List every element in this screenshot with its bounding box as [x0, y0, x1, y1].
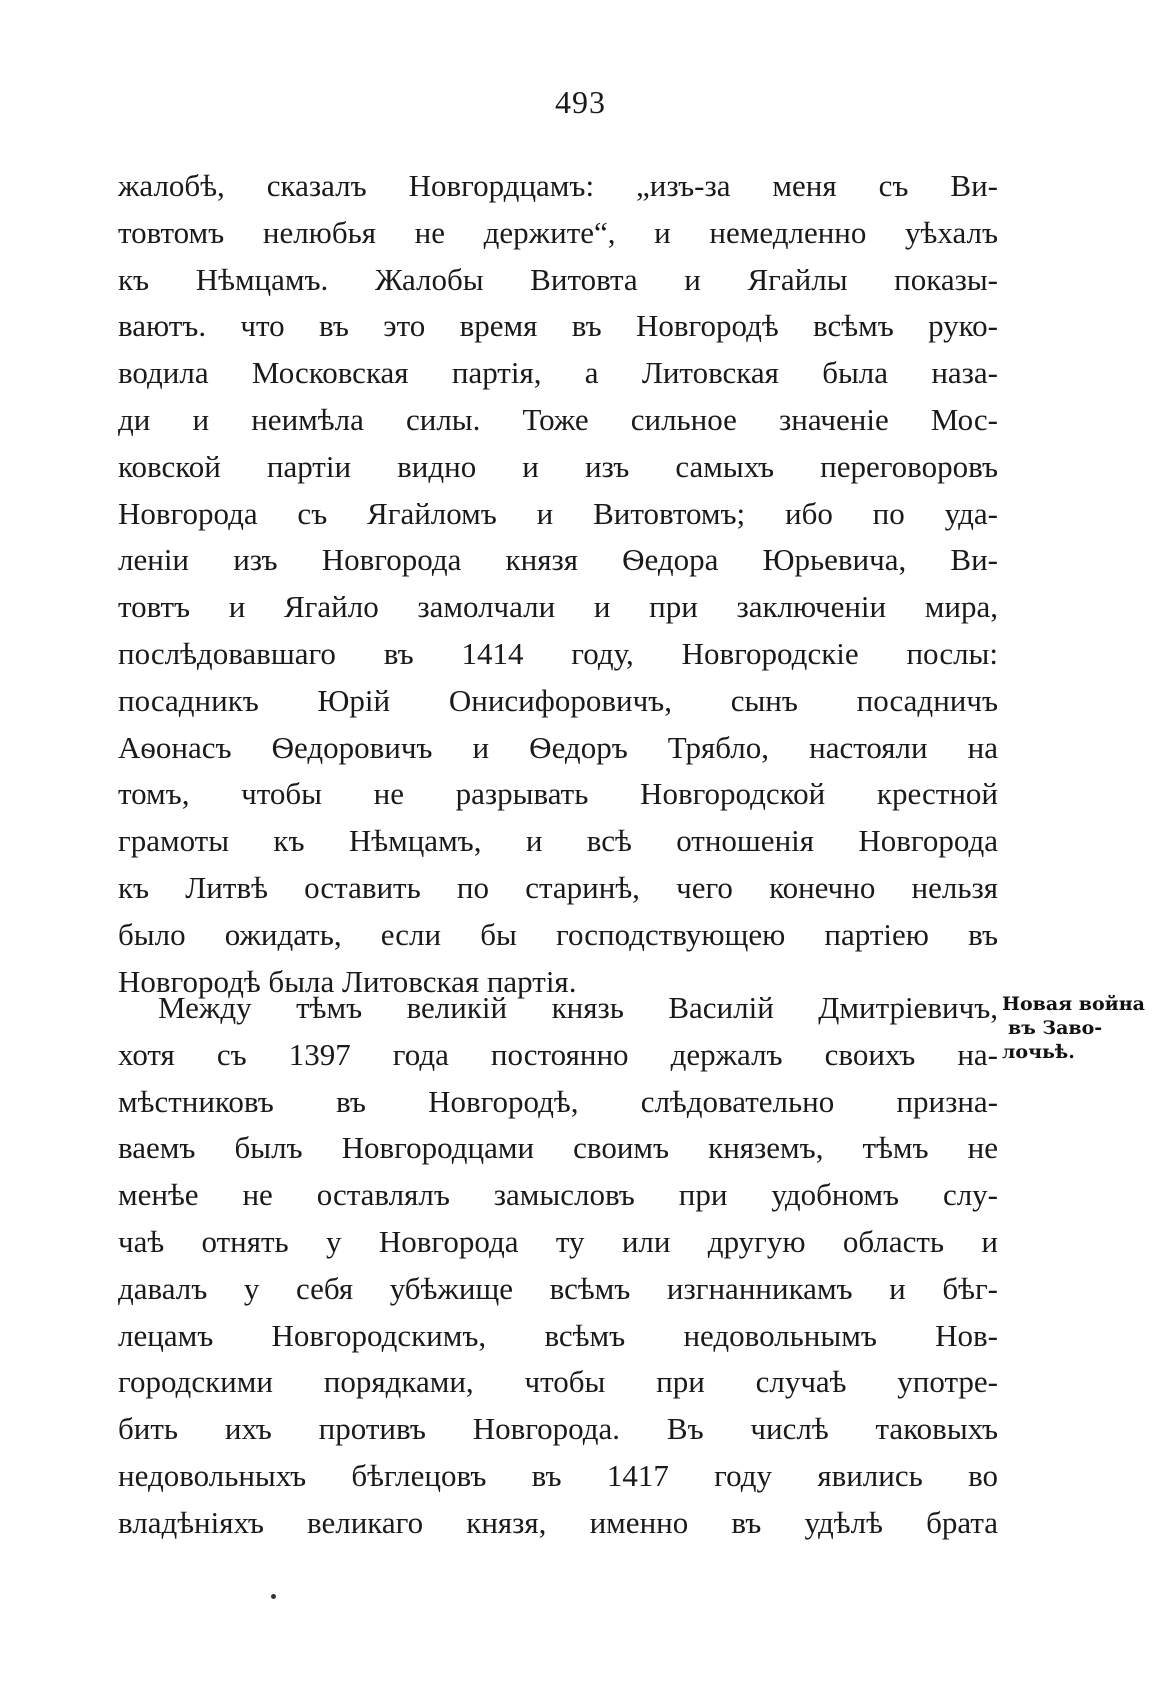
text-line: лецамъ Новгородскимъ, всѣмъ недовольнымъ Нов- [118, 1317, 998, 1353]
text-line: посадникъ Юрій Онисифоровичъ, сынъ посадничъ [118, 682, 998, 718]
text-line: городскими порядками, чтобы при случаѣ употре- [118, 1364, 998, 1400]
text-line: было ожидать, если бы господствующею партіею въ [118, 916, 998, 952]
text-line: ди и неимѣла силы. Тоже сильное значеніе Мос- [118, 401, 998, 437]
margin-note [1002, 992, 1152, 1064]
text-line: послѣдовавшаго въ 1414 году, Новгородскіе послы: [118, 635, 998, 671]
text-line: недовольныхъ бѣглецовъ въ 1417 году явились во [118, 1457, 998, 1493]
text-line: водила Московская партія, а Литовская была наза- [118, 355, 998, 391]
text-line: хотя съ 1397 года постоянно держалъ своихъ на- [118, 1036, 998, 1072]
paragraph-2 [118, 985, 998, 1547]
text-line: Между тѣмъ великій князь Василій Дмитріевичъ, [158, 990, 998, 1025]
text-line: къ Нѣмцамъ. Жалобы Витовта и Ягайлы показы- [118, 261, 998, 297]
text-line: ваемъ былъ Новгородцами своимъ княземъ, тѣмъ не [118, 1130, 998, 1166]
text-line: жалобѣ, сказалъ Новгордцамъ: „изъ-за меня съ Ви- [118, 168, 998, 203]
paragraph-1 [118, 163, 998, 1005]
text-line: чаѣ отнять у Новгорода ту или другую область и [118, 1223, 998, 1259]
text-line: бить ихъ противъ Новгорода. Въ числѣ таковыхъ [118, 1411, 998, 1447]
text-line: давалъ у себя убѣжище всѣмъ изгнанникамъ и бѣг- [118, 1270, 998, 1306]
text-line: менѣе не оставлялъ замысловъ при удобномъ слу- [118, 1177, 998, 1213]
text-line: владѣніяхъ великаго князя, именно въ удѣлѣ брата [118, 1504, 998, 1540]
text-line: томъ, чтобы не разрывать Новгородской крестной [118, 776, 998, 812]
text-line: ковской партіи видно и изъ самыхъ переговоровъ [118, 448, 998, 484]
margin-note-line: въ Заво- [1008, 1017, 1103, 1039]
text-line: Новгорода съ Ягайломъ и Витовтомъ; ибо по уда- [118, 495, 998, 531]
margin-note-line: лочьѣ. [1002, 1041, 1075, 1063]
text-line: къ Литвѣ оставить по старинѣ, чего конечно нельзя [118, 869, 998, 905]
text-line: товтомъ нелюбья не держите“, и немедленно уѣхалъ [118, 214, 998, 250]
text-line: Новгородѣ была Литовская партія. [118, 963, 577, 999]
text-line: товтъ и Ягайло замолчали и при заключеніи мира, [118, 589, 998, 625]
page-number: 493 [555, 84, 606, 120]
ink-speck [271, 1594, 276, 1599]
text-line: грамоты къ Нѣмцамъ, и всѣ отношенія Новгорода [118, 823, 998, 859]
text-line: ваютъ. что въ это время въ Новгородѣ всѣмъ руко- [118, 308, 998, 344]
text-line: Аѳонасъ Ѳедоровичъ и Ѳедоръ Трябло, настояли на [118, 729, 998, 765]
text-line: мѣстниковъ въ Новгородѣ, слѣдовательно призна- [118, 1083, 998, 1119]
text-line: леніи изъ Новгорода князя Ѳедора Юрьевича, Ви- [118, 542, 998, 578]
margin-note-line: Новая война [1002, 993, 1145, 1015]
